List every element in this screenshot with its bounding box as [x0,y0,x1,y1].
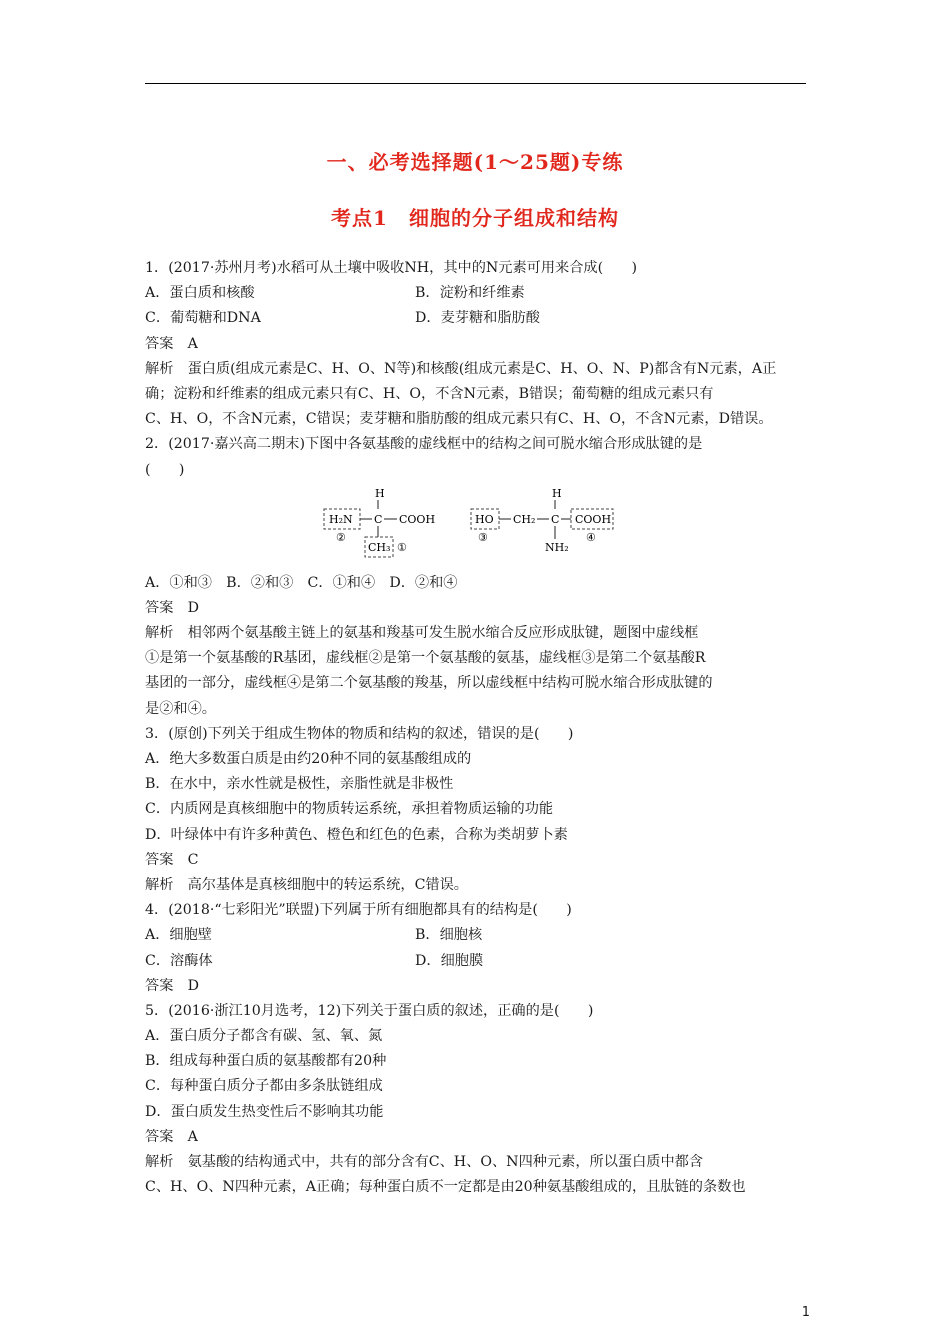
q4-stem: 4．(2018·“七彩阳光”联盟)下列属于所有细胞都具有的结构是( ) [145,902,572,919]
q3-option-a: A．绝大多数蛋白质是由约20种不同的氨基酸组成的 [145,751,472,767]
q3-option-c: C．内质网是真核细胞中的物质转运系统，承担着物质运输的功能 [145,801,554,818]
q2-options: A．①和③ B．②和③ C．①和④ D．②和④ [145,574,458,591]
q1-option-c: C．葡萄糖和DNA [145,310,261,327]
q4-option-a: A．细胞壁 [145,927,212,944]
q5-analysis-line: 解析 氨基酸的结构通式中，共有的部分含有C、H、O、N四种元素，所以蛋白质中都含 [145,1154,704,1170]
q3-option-d: D．叶绿体中有许多种黄色、橙色和红色的色素，合称为类胡萝卜素 [145,826,568,843]
fig-marker-4: ④ [586,530,596,544]
q5-option-a: A．蛋白质分子都含有碳、氢、氧、氮 [145,1028,383,1045]
fig-ch3: CH₃ [368,540,391,554]
q2-analysis-line: 解析 相邻两个氨基酸主链上的氨基和羧基可发生脱水缩合反应形成肽键，题图中虚线框 [145,625,699,642]
q3-stem: 3．(原创)下列关于组成生物体的物质和结构的叙述，错误的是( ) [145,725,574,742]
q2-answer: 答案 D [145,599,199,616]
q3-answer: 答案 C [145,851,199,868]
q4-option-b: B．细胞核 [415,927,483,944]
q1-stem: 1．(2017·苏州月考)水稻可从土壤中吸收NH，其中的N元素可用来合成( ) [145,260,638,276]
q5-answer: 答案 A [145,1128,198,1145]
question-list [145,256,810,1200]
q3-option-b: B．在水中，亲水性就是极性，亲脂性就是非极性 [145,776,454,793]
q2-analysis-line: ①是第一个氨基酸的R基团，虚线框②是第一个氨基酸的氨基，虚线框③是第二个氨基酸R [145,650,706,667]
fig-cooh-2: COOH [575,512,612,526]
q4-answer: 答案 D [145,977,199,994]
q1-options-row-2 [145,306,810,331]
q1-analysis-line: 解析 蛋白质(组成元素是C、H、O、N等)和核酸(组成元素是C、H、O、N、P)都含有N元素，A正 [145,360,777,377]
fig-cooh-1: COOH [399,512,436,526]
fig-marker-2: ② [336,530,346,544]
fig-h-top-1: H [375,486,385,500]
q1-option-d: D．麦芽糖和脂肪酸 [415,310,540,327]
header-rule [145,83,806,84]
q4-options-row-1 [145,923,810,948]
q1-analysis-line: C、H、O，不含N元素，C错误；麦芽糖和脂肪酸的组成元素只有C、H、O，不含N元素，D错误。 [145,411,773,428]
q2-analysis-line: 基团的一部分，虚线框④是第二个氨基酸的羧基，所以虚线框中结构可脱水缩合形成肽键的 [145,675,713,692]
fig-h-top-2: H [552,486,562,500]
section-title: 一、必考选择题(1～25题)专练 [326,150,624,174]
fig-h2n: H₂N [329,512,353,526]
q2-analysis-line: 是②和④。 [145,700,216,717]
page-number: 1 [801,1305,810,1320]
fig-ch2: CH₂ [513,512,536,526]
q4-option-d: D．细胞膜 [415,952,484,969]
q5-stem: 5．(2016·浙江10月选考，12)下列关于蛋白质的叙述，正确的是( ) [145,1002,594,1019]
amino-acid-figure [145,485,810,571]
q1-analysis-line: 确；淀粉和纤维素的组成元素只有C、H、O，不含N元素，B错误；葡萄糖的组成元素只有 [145,385,714,402]
q1-option-b: B．淀粉和纤维素 [415,285,525,302]
fig-marker-1: ① [397,540,407,554]
q4-option-c: C．溶酶体 [145,952,213,969]
q1-answer: 答案 A [145,335,198,352]
q3-analysis: 解析 高尔基体是真核细胞中的转运系统，C错误。 [145,876,468,893]
q2-stem-bracket: ( ) [145,461,185,478]
topic-title: 考点1 细胞的分子组成和结构 [331,206,619,230]
q5-analysis-line: C、H、O、N四种元素，A正确；每种蛋白质不一定都是由20种氨基酸组成的，且肽链的条数也 [145,1179,746,1196]
fig-nh2: NH₂ [545,540,569,554]
q1-option-a: A．蛋白质和核酸 [145,285,255,302]
fig-c-1: C [374,512,383,526]
q4-options-row-2 [145,949,810,974]
q5-option-b: B．组成每种蛋白质的氨基酸都有20种 [145,1053,387,1070]
fig-ho: HO [475,512,494,526]
q5-option-d: D．蛋白质发生热变性后不影响其功能 [145,1103,384,1120]
fig-marker-3: ③ [478,530,488,544]
q5-option-c: C．每种蛋白质分子都由多条肽链组成 [145,1078,383,1095]
q2-stem: 2．(2017·嘉兴高二期末)下图中各氨基酸的虚线框中的结构之间可脱水缩合形成肽键的是 [145,436,703,453]
fig-c-2: C [551,512,560,526]
q1-options-row-1 [145,281,810,306]
